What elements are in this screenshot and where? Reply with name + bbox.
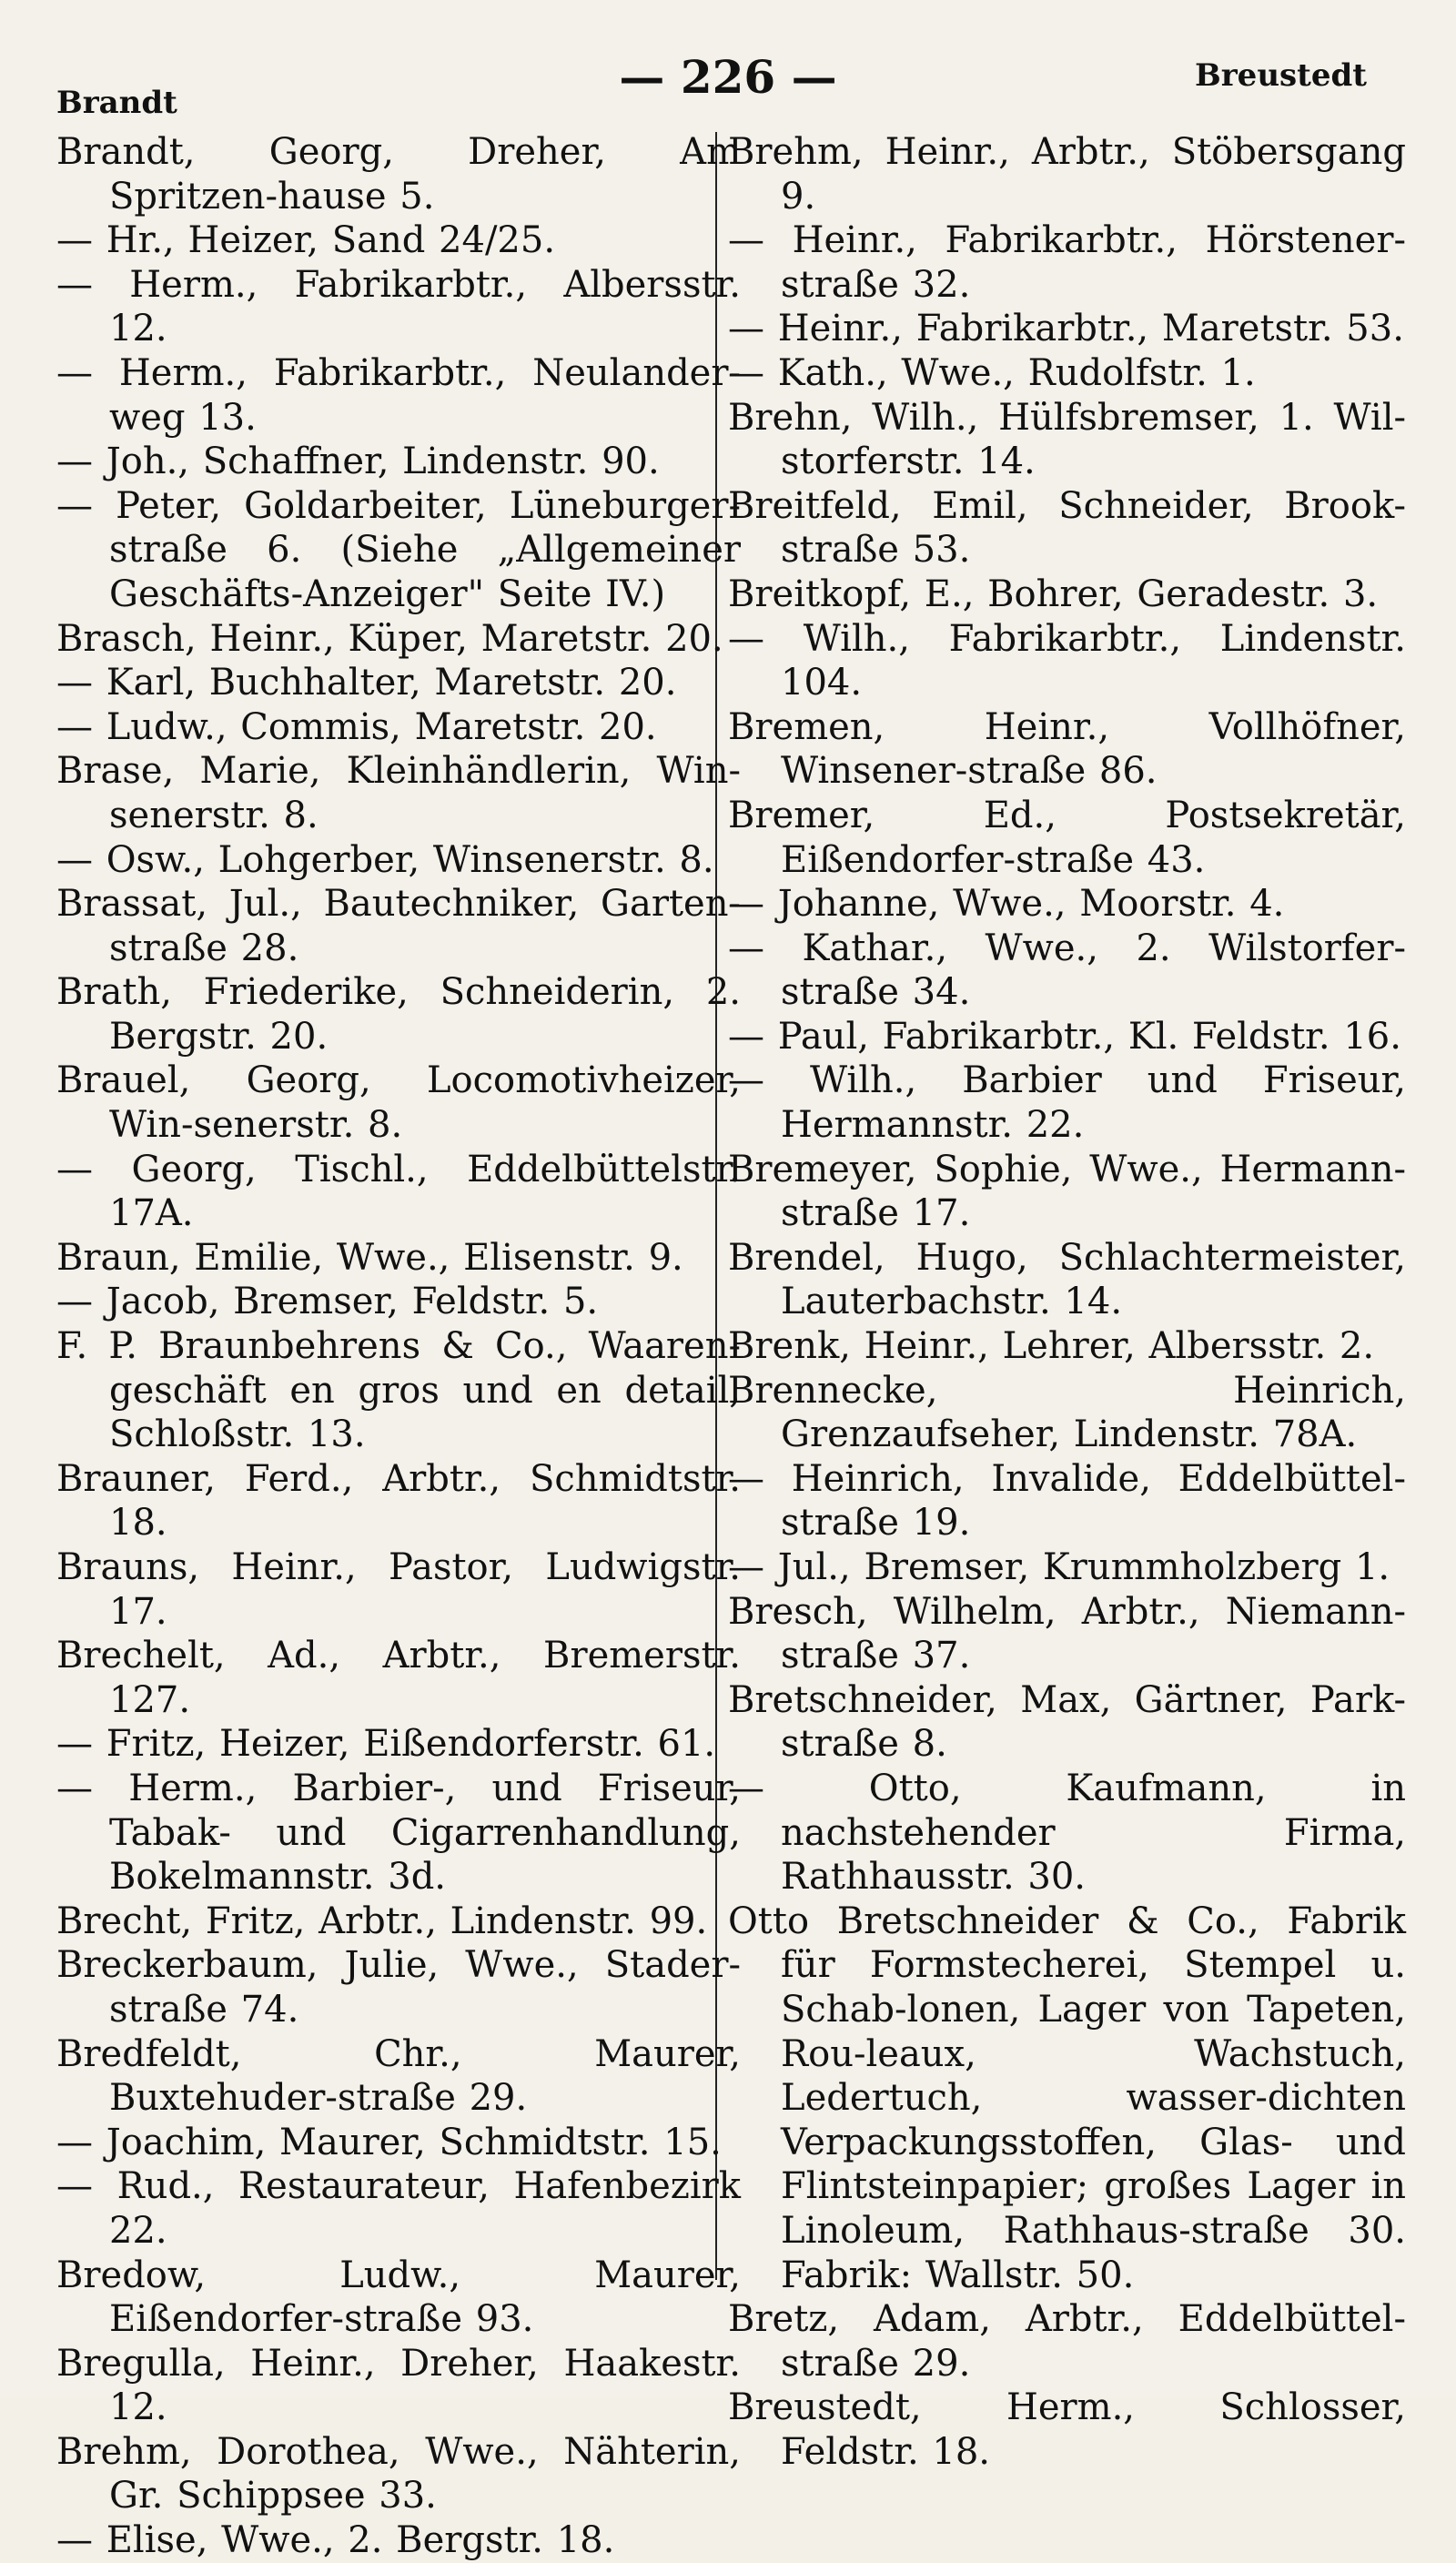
directory-entry: Brecht, Fritz, Arbtr., Lindenstr. 99.: [56, 1899, 708, 1942]
directory-entry: Braun, Emilie, Wwe., Elisenstr. 9.: [56, 1236, 683, 1279]
directory-entry: Brasch, Heinr., Küper, Maretstr. 20.: [56, 617, 723, 660]
directory-entry: — Fritz, Heizer, Eißendorferstr. 61.: [56, 1723, 716, 1766]
directory-entry: Breitfeld, Emil, Schneider, Brook-straße 53.: [728, 484, 1406, 572]
directory-entry: — Joh., Schaffner, Lindenstr. 90.: [56, 441, 660, 483]
directory-entry: F. P. Braunbehrens & Co., Waaren-geschäft en gros und en detail, Schloßstr. 13.: [56, 1325, 741, 1456]
directory-entry: Bretz, Adam, Arbtr., Eddelbüttel-straße 29.: [728, 2298, 1406, 2385]
directory-entry: — Johanne, Wwe., Moorstr. 4.: [728, 883, 1285, 926]
directory-entry: Bresch, Wilhelm, Arbtr., Niemann-straße 37.: [728, 1590, 1406, 1677]
directory-entry: — Heinrich, Invalide, Eddelbüttel-straße 19.: [728, 1457, 1406, 1545]
directory-entry: — Georg, Tischl., Eddelbüttelstr. 17A.: [56, 1148, 741, 1235]
directory-entry: — Wilh., Barbier und Friseur, Hermannstr. 22.: [728, 1059, 1406, 1147]
directory-entry: Brath, Friederike, Schneiderin, 2. Bergstr. 20.: [56, 971, 741, 1058]
directory-entry: — Heinr., Fabrikarbtr., Hörstener-straße 32.: [728, 219, 1406, 306]
directory-entry: Brassat, Jul., Bautechniker, Garten-straße 28.: [56, 883, 741, 969]
directory-entry: Bredow, Ludw., Maurer, Eißendorfer-straße 93.: [56, 2254, 741, 2341]
directory-entry: — Herm., Barbier-, und Friseur, Tabak- und Cigarrenhandlung, Bokelmannstr. 3d.: [56, 1767, 741, 1899]
directory-entry: Brauns, Heinr., Pastor, Ludwigstr. 17.: [56, 1546, 741, 1633]
directory-entry: Bremeyer, Sophie, Wwe., Hermann-straße 17.: [728, 1148, 1406, 1235]
directory-entry: — Otto, Kaufmann, in nachstehender Firma, Rathhausstr. 30.: [728, 1767, 1406, 1899]
page-header: [0, 50, 1456, 123]
directory-entry: — Wilh., Fabrikarbtr., Lindenstr. 104.: [728, 617, 1406, 704]
page-number: — 226 —: [619, 50, 837, 104]
directory-entry: — Kath., Wwe., Rudolfstr. 1.: [728, 351, 1256, 394]
directory-entry: Brehm, Dorothea, Wwe., Nähterin, Gr. Schippsee 33.: [56, 2430, 741, 2517]
directory-entry: Brauner, Ferd., Arbtr., Schmidtstr. 18.: [56, 1457, 741, 1545]
directory-entry: Breustedt, Herm., Schlosser, Feldstr. 18.: [728, 2386, 1406, 2473]
directory-entry: Brechelt, Ad., Arbtr., Bremerstr. 127.: [56, 1635, 741, 1721]
left-column: [56, 130, 741, 2563]
directory-entry: Breitkopf, E., Bohrer, Geradestr. 3.: [728, 572, 1379, 615]
directory-entry: Bremen, Heinr., Vollhöfner, Winsener-straße 86.: [728, 705, 1406, 793]
directory-entry: — Peter, Goldarbeiter, Lüneburger-straße 6. (Siehe „Allgemeiner Geschäfts-Anzeiger" Seite IV.): [56, 484, 741, 615]
directory-entry: Bregulla, Heinr., Dreher, Haakestr. 12.: [56, 2342, 741, 2429]
directory-entry: Brenk, Heinr., Lehrer, Albersstr. 2.: [728, 1325, 1375, 1368]
directory-entry: — Heinr., Fabrikarbtr., Maretstr. 53.: [728, 308, 1404, 350]
directory-entry: Brase, Marie, Kleinhändlerin, Win-senerstr. 8.: [56, 750, 741, 836]
directory-entry: — Jacob, Bremser, Feldstr. 5.: [56, 1281, 599, 1323]
directory-entry: Brehm, Heinr., Arbtr., Stöbersgang 9.: [728, 131, 1406, 218]
directory-entry: — Herm., Fabrikarbtr., Albersstr. 12.: [56, 263, 741, 350]
header-right-keyword: Breustedt: [1195, 57, 1367, 94]
right-column: [728, 130, 1406, 2474]
directory-entry: Brennecke, Heinrich, Grenzaufseher, Lindenstr. 78A.: [728, 1369, 1406, 1456]
directory-entry: Bremer, Ed., Postsekretär, Eißendorfer-straße 43.: [728, 794, 1406, 881]
directory-entry: — Ludw., Commis, Maretstr. 20.: [56, 705, 657, 748]
directory-entry: Brandt, Georg, Dreher, Am Spritzen-hause 5.: [56, 131, 741, 218]
directory-entry: — Kathar., Wwe., 2. Wilstorfer-straße 34.: [728, 927, 1406, 1014]
directory-entry: — Herm., Fabrikarbtr., Neulander-weg 13.: [56, 351, 741, 439]
directory-entry: Bredfeldt, Chr., Maurer, Buxtehuder-straße 29.: [56, 2032, 741, 2120]
directory-entry: Brauel, Georg, Locomotivheizer, Win-senerstr. 8.: [56, 1059, 741, 1147]
directory-entry: — Rud., Restaurateur, Hafenbezirk 22.: [56, 2165, 741, 2252]
header-left-keyword: Brandt: [56, 85, 177, 121]
directory-entry: Breckerbaum, Julie, Wwe., Stader-straße 74.: [56, 1944, 741, 2031]
directory-entry: — Elise, Wwe., 2. Bergstr. 18.: [56, 2519, 615, 2562]
directory-entry: Brehn, Wilh., Hülfsbremser, 1. Wil-storferstr. 14.: [728, 396, 1406, 483]
directory-entry: — Karl, Buchhalter, Maretstr. 20.: [56, 662, 677, 704]
directory-entry: — Jul., Bremser, Krummholzberg 1.: [728, 1546, 1390, 1588]
directory-entry: — Osw., Lohgerber, Winsenerstr. 8.: [56, 838, 714, 881]
directory-entry: — Hr., Heizer, Sand 24/25.: [56, 219, 556, 262]
directory-entry: Otto Bretschneider & Co., Fabrik für Formstecherei, Stempel u. Schab-lonen, Lager von Tapeten, Rou-leaux, Wachstuch, Ledertuch, wasser-dichten Verpackungsstoffen, Glas- und Flintsteinpapier; großes Lager in Linoleum, Rathhaus-straße 30. Fabrik: Wallstr. 50.: [728, 1899, 1406, 2296]
directory-entry: Brendel, Hugo, Schlachtermeister, Lauterbachstr. 14.: [728, 1236, 1406, 1323]
directory-entry: — Joachim, Maurer, Schmidtstr. 15.: [56, 2121, 722, 2163]
directory-entry: — Paul, Fabrikarbtr., Kl. Feldstr. 16.: [728, 1015, 1401, 1058]
directory-entry: Bretschneider, Max, Gärtner, Park-straße 8.: [728, 1678, 1406, 1766]
